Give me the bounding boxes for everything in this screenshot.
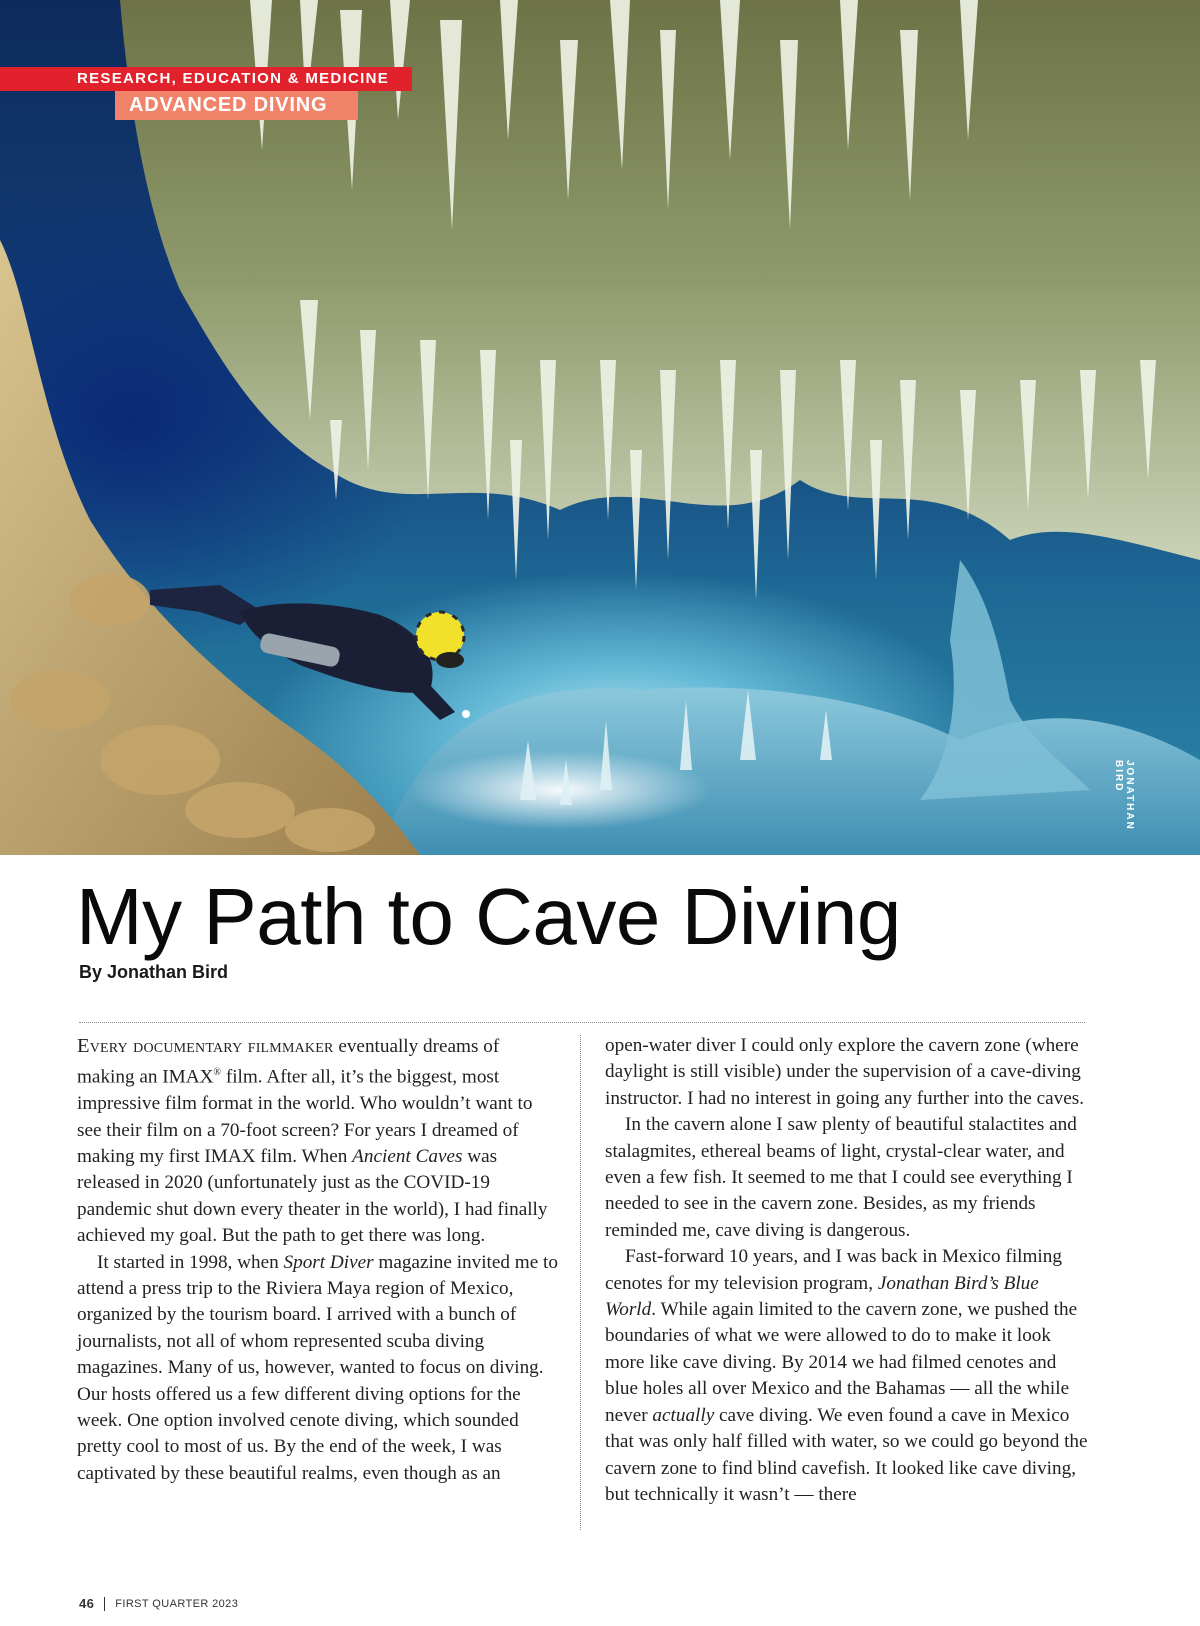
page-number: 46	[79, 1596, 95, 1611]
section-subcategory-tag: ADVANCED DIVING	[115, 91, 358, 120]
paragraph-4-text-b: . While again limited to the cavern zone, we pushed the boundaries of what we were allowed to do to make it look more like cave diving. By 2014 we had filmed cenotes and blue holes all over Mexico and the Bahamas — all the while never	[605, 1299, 1078, 1426]
page-footer	[79, 1596, 238, 1611]
article-byline: By Jonathan Bird	[79, 962, 229, 982]
paragraph-2-continued: open-water diver I could only explore the cavern zone (where daylight is still visible) under the supervision of a cave-diving instructor. I had no interest in going any further into the caves.	[605, 1035, 1085, 1109]
emphasis-actually: actually	[652, 1404, 715, 1426]
paragraph-1-text-c: was released in 2020 (unfortunately just as the COVID-19 pandemic shut down every theater in the world), I had finally achieved my goal. But the path to get there was long.	[77, 1146, 548, 1247]
body-column-left	[77, 1033, 561, 1487]
section-category-tag: RESEARCH, EDUCATION & MEDICINE	[0, 67, 412, 91]
column-divider	[580, 1035, 581, 1530]
paragraph-1	[77, 1033, 561, 1250]
lead-in: Every documentary filmmaker	[77, 1035, 334, 1057]
body-column-right	[605, 1033, 1089, 1508]
paragraph-3	[605, 1112, 1089, 1244]
tv-program-title: Jonathan Bird’s Blue World	[605, 1272, 1039, 1321]
paragraph-4	[605, 1244, 1089, 1508]
paragraph-4-text-c: cave diving. We even found a cave in Mexico that was only half filled with water, so we could go beyond the cavern zone to find blind cavefish. It looked like cave diving, but technically it wasn’t — there	[605, 1404, 1088, 1505]
paragraph-3-text: In the cavern alone I saw plenty of beautiful stalactites and stalagmites, ethereal beams of light, crystal-clear water, and even a few fish. It seemed to me that I could see everything I needed to see in the cavern zone. Besides, as my friends reminded me, cave diving is dangerous.	[605, 1114, 1077, 1241]
magazine-title: Sport Diver	[283, 1251, 374, 1273]
headline-divider	[79, 1022, 1085, 1023]
paragraph-2-text-b: magazine invited me to attend a press trip to the Riviera Maya region of Mexico, organized by the tourism board. I arrived with a bunch of journalists, not all of whom represented scuba diving magazines. Many of us, however, wanted to focus on diving. Our hosts offered us a few different diving options for the week. One option involved cenote diving, which sounded pretty cool to most of us. By the end of the week, I was captivated by these beautiful realms, even though as an	[77, 1251, 558, 1484]
article-title: My Path to Cave Diving	[76, 872, 901, 961]
photo-credit: JONATHAN BIRD	[1113, 760, 1135, 831]
registered-mark: ®	[213, 1067, 222, 1079]
issue-label: FIRST QUARTER 2023	[115, 1597, 239, 1610]
paragraph-1-text-b: film. After all, it’s the biggest, most impressive film format in the world. Who wouldn’t want to see their film on a 70-foot screen? For years I dreamed of making my first IMAX film. When	[77, 1066, 533, 1168]
paragraph-1-text-a: eventually dreams of making an IMAX	[77, 1036, 500, 1088]
paragraph-2	[77, 1250, 561, 1488]
paragraph-4-text-a: Fast-forward 10 years, and I was back in Mexico filming cenotes for my television program,	[605, 1246, 1062, 1294]
footer-separator	[104, 1597, 105, 1611]
paragraph-2-text-a: It started in 1998, when	[97, 1251, 284, 1273]
film-title: Ancient Caves	[352, 1146, 463, 1168]
